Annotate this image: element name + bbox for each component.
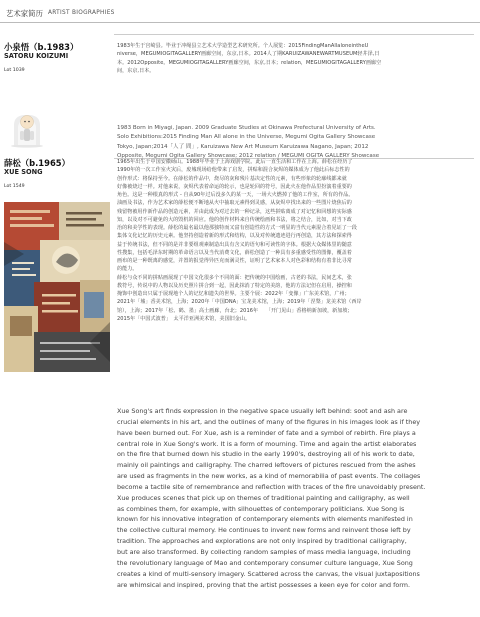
bio-line: Solo Exhibitions:2015 Finding Man All alone in the Universe, Megumi Ogita Gallery Showcase	[117, 134, 376, 141]
bio-line: 益于传统书法，但不同的是并非要组观素制造出具有含义的语句和可读性的字体。根据大众媒体里的随意	[117, 241, 352, 248]
bio-line: as combines them, for example, with silhouettes of contemporary politicians. Xue Song is	[117, 504, 405, 513]
lot-number: Lot 1549	[4, 184, 25, 189]
bio-line: 治的和美学性的表现。薛松的最名最以他那独特而又富有创造性的方式一明显的当代元素混合着见证了一段	[117, 225, 358, 231]
bio-line: 2015年「中国式波普」 太平洋亚洲美术馆，美国旧金山。	[117, 315, 251, 322]
bio-line: 性搜集，包括毛泽东时期的革命语言以及当代消费文化，薛松创造了一种具有多重感受性的图像，覆盖着	[117, 249, 352, 256]
bio-line: known for his innovative integration of contemporary elements with elements manifested in	[117, 515, 413, 524]
bio-line: 集体文化记忆的历史元素。他坚持创造着新的形式和结构，以及对传统遗迹进行再创造，其方法和探索得	[117, 233, 352, 240]
bio-line: on the fire that burned down his studio in the early 1990's, destroying all of his work to date,	[117, 450, 415, 459]
bio-line: 教符号，传说中的人物以及历史照片拼合到一起，因此抹消了特定的美韵，他的方法记但在启用，操控和	[117, 282, 352, 289]
bio-line: are whimsical and inspired, proving that the artist possesses a keen eye for color and form.	[117, 580, 411, 589]
artist-koizumi-info	[4, 42, 78, 73]
artist-koizumi-bio-en	[117, 124, 470, 161]
bio-line: Xue produces scenes that pick up on themes of traditional painting and calligraphy, as well	[117, 493, 410, 502]
bio-line: have been burned out. For Xue, ash is a reminder of fate and a symbol of rebirth. Fire plays a	[117, 428, 416, 437]
bio-line: central role in Xue Song's work. It is a form of mourning. Time and again the artist elaborates	[117, 439, 417, 448]
header-title-cn: 艺术家简历	[6, 8, 43, 18]
bio-line: but are also transformed. By collecting random samples of mass media language, including	[117, 547, 411, 556]
bio-line: Tokyo, Japan;2014「人了 間」, Karuizawa New Art Museum Karuizawa Nagano, Japan; 2012	[117, 143, 369, 150]
artist-name-cn: 小泉悟（b.1983）	[4, 42, 79, 52]
lot-1549-artwork	[4, 202, 110, 372]
lot-number: Lot 1039	[4, 68, 25, 73]
artist-name-en: XUE SONG	[4, 168, 43, 176]
bio-line: 掩饰中创造出只属于展现地个人的记忆和遗失的世界。主要个展：2022年「变像」广东美术馆，广州；	[117, 291, 350, 297]
section-divider	[114, 34, 474, 35]
bio-line: creates a kind of multi-sensory imagery. Scattered across the canvas, the visual juxtapositions	[117, 569, 420, 578]
bio-line: 的能力。	[117, 266, 138, 273]
bio-line: 1990年的一次工作室火灾后，废墟现场给他带来了启发，拼贴和混合灰烬的媒体成为了他此后标志性的	[117, 167, 350, 174]
bio-line: 角色。这是一种根真的形式 - 自从90年过后没多久的某一天，一场大火燃掉了他的工作室，所有的作品。	[117, 192, 354, 198]
bio-line: 好像被烧过一样。对他来说，灰烬代表着命运的轮示，也是轮回的符号，因此火在他作品里扮演着重要的	[117, 183, 352, 190]
bio-line: 1983年生于宫崎县。毕业于冲绳县立艺术大学造型艺术研究所。个人展览：2015FindingManAllaloneintheU	[117, 43, 369, 49]
bio-line: crucial elements in his art, and the outlines of many of the figures in his images look as if they	[117, 417, 421, 426]
bio-line: 2021年「墟」香美术馆，上海；2020年「中国DNA」宝龙美术馆，上海；2019年「涅槃」龙美术馆（西岸	[117, 299, 362, 306]
artist-xuesong-bio-en	[117, 406, 470, 590]
bio-line: 油画及书法，作为艺术家的薛松便不断地从火中抽取元素得到灵感，从灰烬中找出来的一些图片烧焦后的	[117, 200, 352, 207]
bio-line: 薛松与众不同的拼贴画展现了中国文化很多个不同的面：把传统的中国绘画，古老的书法，民间艺术，张	[117, 274, 352, 281]
bio-line: 1983 Born in Miyagi, Japan. 2009 Graduate Studies at Okinawa Prefectural University of Arts.	[117, 125, 376, 131]
artist-name-cn: 薛松（b.1965）	[4, 158, 70, 168]
artist-xuesong-info	[4, 158, 70, 189]
bio-line: niverse，MEGUMIOGITAGALLERY画廊空间，东京,日本。2014人了期KARUIZAWANEWARTMUSEUM轻井泽,日	[117, 51, 380, 58]
bio-line: 画布的是一种既离的感觉，并置的报觉得异匹克而满灵性，证明了艺术家本人对色彩和结构有着非比寻常	[117, 258, 352, 264]
page-header	[6, 6, 115, 20]
artist-koizumi-bio-cn	[117, 42, 470, 75]
header-title-en: ARTIST BIOGRAPHIES	[47, 10, 115, 16]
bio-line: 1965年出生于中国安徽砀山。1988年毕业于上海戏剧学院。此后一直生活和工作在上海。薛松在经历了	[117, 159, 353, 165]
bio-line: the revolutionary language of Mao and contemporary consumer culture language, Xue Song	[117, 558, 413, 567]
artist-name-en: SATORU KOIZUMI	[4, 52, 69, 60]
bio-line: 馆），上海；2017年「松、鹤、墨」高士画廊，台北；2016年 「开门见山」香格纳新加坡，新加坡；	[117, 307, 353, 314]
header-divider	[0, 22, 480, 23]
bio-line: 间，东京,日本。	[117, 67, 155, 74]
bio-line: are used as fragments in the new works, as a kind of memorabilia of past events. The collages	[117, 472, 421, 481]
bio-line: 残留物被用作新作品的创造元素，并由此成为对过去的一种记录，这些拼贴离成了对记忆和回想的实际感	[117, 208, 352, 215]
bio-line: the collective cultural memory. He continues to invent new forms and reinvent those left by	[117, 526, 411, 535]
artist-xuesong-bio-cn	[117, 158, 470, 323]
bio-line: 本。2012Opposite。MEGUMIOGITAGALLERY画廊空间，东京,日本；relation，MEGUMIOGITAGALLERY画廊空	[117, 59, 382, 66]
bio-line: 创作形式：将保持至今。在薛松的作品中，烧尽的灰和残片基决定性的元素，有些形象的轮廓线都来就	[117, 175, 347, 182]
bio-line: tradition. The approaches and explorations are not only inspired by traditional calligraphy,	[117, 537, 407, 546]
bio-line: mainly oil paintings and calligraphy. The charred leftovers of pictures rescued from the ashes	[117, 461, 416, 470]
lot-1039-thumbnail	[4, 111, 50, 148]
bio-line: Xue Song's art finds expression in the negative space usually left behind: soot and ash are	[117, 407, 408, 415]
bio-line: become a tactile site of remembrance and reflection with traces of the fire unavoidably present.	[117, 482, 426, 491]
bio-line: 知，以及对不可避免的大的毁机的回应。他的创作材料来自传统绘画和书法，将之结合，比如，对当下政	[117, 216, 352, 223]
bio-line: Opposite, Megumi Ogita Gallery Showcase; 2012 relation / MEGUMI OGITA GALLERY Showcase	[117, 152, 380, 159]
